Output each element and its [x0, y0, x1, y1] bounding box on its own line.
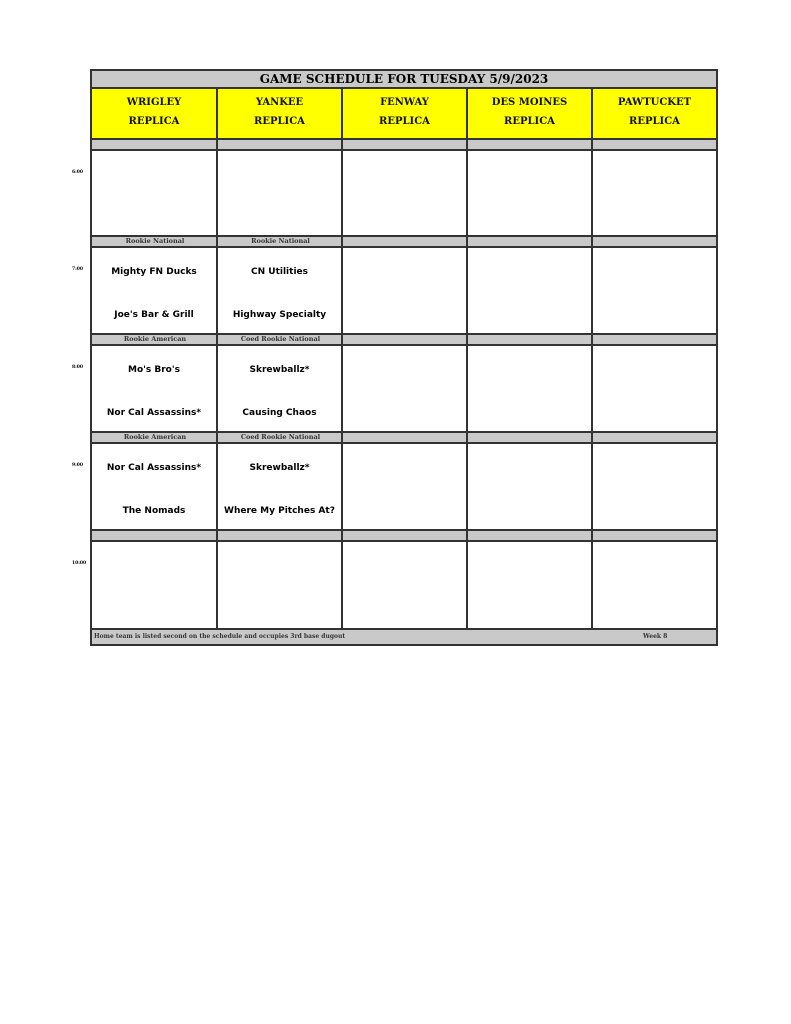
field-header-wrigley: [92, 89, 218, 140]
division-label: Rookie American: [123, 433, 187, 441]
schedule-footer: [92, 628, 716, 644]
team-home: The Nomads: [122, 506, 186, 516]
field-name: FENWAY: [380, 97, 429, 108]
field-sub: REPLICA: [379, 116, 430, 127]
column-divider: [216, 140, 218, 630]
field-header-yankee: [218, 89, 343, 140]
team-home: Joe's Bar & Grill: [114, 310, 194, 320]
team-away: Mo's Bro's: [128, 365, 180, 375]
field-sub: REPLICA: [504, 116, 555, 127]
field-name: WRIGLEY: [126, 97, 182, 108]
row-divider: [92, 431, 716, 433]
field-sub: REPLICA: [128, 116, 180, 127]
field-name: PAWTUCKET: [617, 97, 692, 108]
field-header-fenway: [343, 89, 468, 140]
row-divider: [92, 333, 716, 335]
team-home: Highway Specialty: [232, 310, 327, 320]
row-divider: [92, 529, 716, 531]
team-home: Where My Pitches At?: [224, 506, 335, 516]
time-label-7: 7:00: [72, 267, 84, 272]
division-band-10: [92, 531, 716, 542]
time-label-9: 9:00: [72, 463, 84, 468]
time-label-8: 8:00: [72, 365, 84, 370]
schedule-table: [90, 69, 718, 646]
team-away: Skrewballz*: [249, 463, 310, 473]
team-away: Mighty FN Ducks: [111, 267, 197, 277]
field-name: DES MOINES: [491, 97, 568, 108]
team-away: CN Utilities: [251, 267, 308, 277]
time-label-6: 6:00: [72, 170, 84, 175]
team-away: Nor Cal Assassins*: [106, 463, 202, 473]
field-sub: REPLICA: [254, 116, 305, 127]
row-divider: [92, 235, 716, 237]
time-label-10: 10:00: [72, 561, 87, 566]
division-band-7: [92, 237, 716, 248]
week-label: Week 8: [643, 633, 668, 640]
column-divider: [591, 140, 593, 630]
division-band-8: [92, 335, 716, 346]
division-band-6: [92, 140, 716, 151]
division-label: Coed Rookie National: [240, 433, 321, 441]
column-divider: [341, 140, 343, 630]
team-home: Causing Chaos: [242, 408, 317, 418]
field-name: YANKEE: [255, 97, 304, 108]
division-label: Rookie American: [123, 335, 187, 343]
division-band-9: [92, 433, 716, 444]
field-header-des-moines: [468, 89, 593, 140]
field-sub: REPLICA: [629, 116, 680, 127]
column-divider: [466, 140, 468, 630]
field-header-pawtucket: [593, 89, 716, 140]
division-label: Rookie National: [251, 237, 310, 245]
division-label: Coed Rookie National: [240, 335, 321, 343]
team-home: Nor Cal Assassins*: [106, 408, 202, 418]
team-away: Skrewballz*: [249, 365, 310, 375]
schedule-title: GAME SCHEDULE FOR TUESDAY 5/9/2023: [92, 71, 716, 89]
home-team-note: Home team is listed second on the schedule and occupies 3rd base dugout: [94, 633, 346, 640]
division-label: Rookie National: [125, 237, 185, 245]
